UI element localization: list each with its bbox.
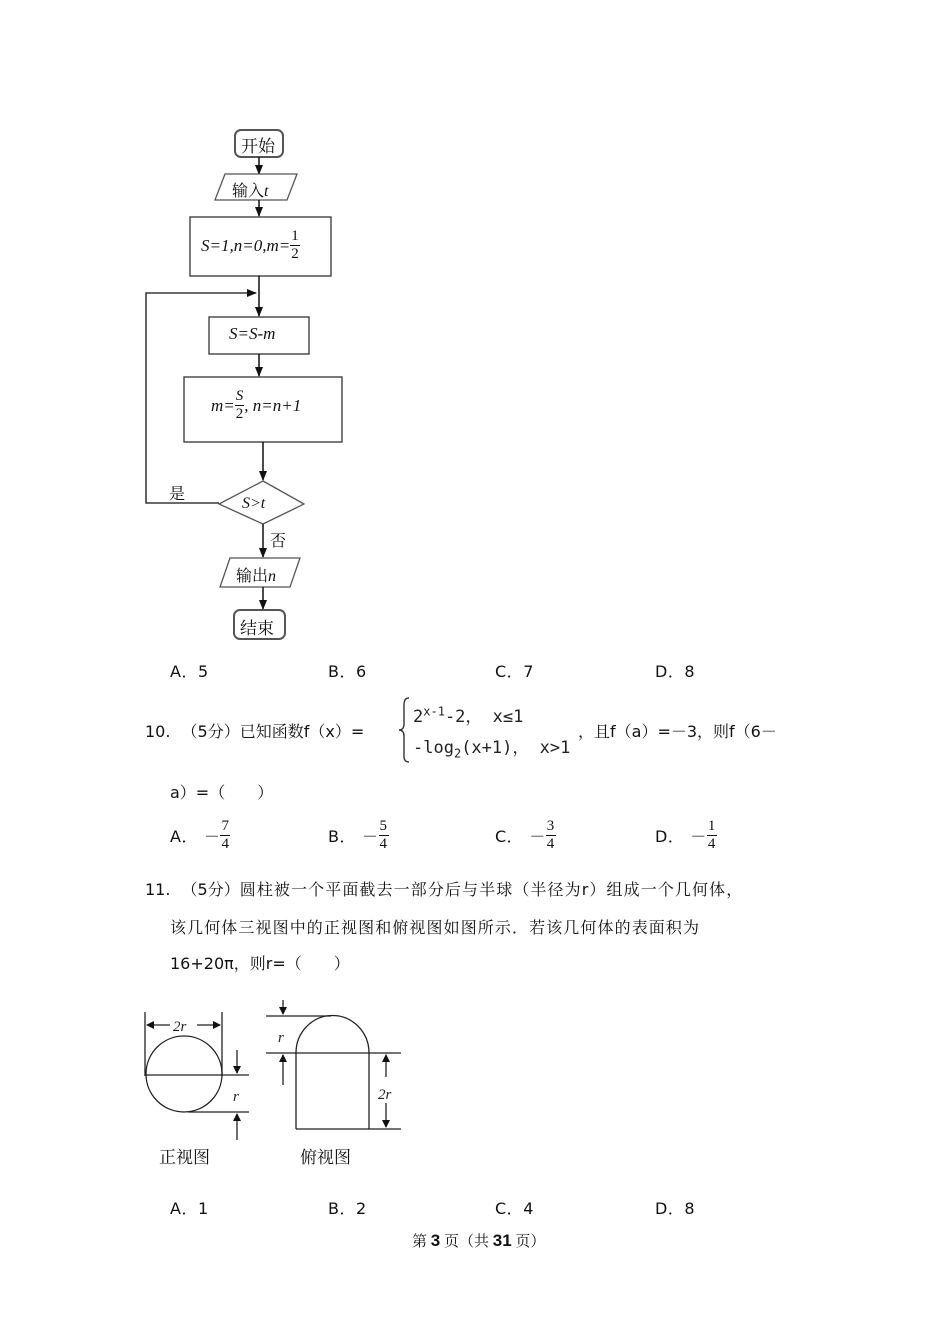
step-update	[211, 389, 301, 422]
option-value: 4	[523, 1199, 534, 1218]
option-sign: －	[203, 827, 221, 846]
option-fraction	[707, 819, 717, 852]
update-frac-num: S	[235, 388, 244, 404]
footer-total-pages: 31	[492, 1231, 512, 1250]
option-sign: －	[361, 827, 379, 846]
case2-rest: (x+1)， x>1	[461, 738, 571, 758]
option-fraction	[220, 819, 230, 852]
q10-case1	[413, 702, 523, 727]
top-r-label: r	[278, 1030, 284, 1046]
front-view	[145, 1012, 249, 1140]
top-2r-label: 2r	[378, 1087, 392, 1103]
footer-mid: 页（共	[443, 1234, 489, 1250]
option-fraction	[379, 819, 389, 852]
case2-subscript: 2	[453, 746, 462, 761]
end-node: 结束	[240, 619, 274, 639]
footer-prefix: 第	[412, 1234, 428, 1250]
option-letter: C．	[495, 827, 524, 846]
q9-option-b[interactable]	[328, 659, 367, 682]
input-label: 输入	[232, 181, 265, 200]
q11-line1: 圆柱被一个平面截去一部分后与半球（半径为r）组成一个几何体，	[239, 880, 744, 899]
q10-option-b[interactable]	[328, 819, 389, 852]
option-value: 7	[523, 662, 534, 681]
start-node: 开始	[241, 137, 275, 157]
q11-stem-line3: 16+20π，则r=（ ）	[170, 954, 350, 973]
init-frac-den: 2	[291, 246, 299, 262]
q10-score: （5分）	[181, 722, 240, 741]
q11-number: 11.	[145, 880, 171, 899]
frac-num: 1	[707, 818, 716, 834]
step-subtract: S=S-m	[229, 324, 276, 343]
option-value: 6	[355, 662, 367, 681]
frac-den: 4	[379, 836, 388, 852]
flowchart	[0, 0, 400, 650]
output-var: n	[268, 568, 277, 585]
option-value: 2	[355, 1199, 367, 1218]
init-expression: S=1,n=0,m=	[201, 235, 291, 255]
option-value: 1	[197, 1199, 209, 1218]
case2-log: -log	[413, 738, 454, 758]
top-view-caption: 俯视图	[300, 1148, 351, 1168]
q10-case2	[413, 733, 570, 760]
case1-rest: -2， x≤1	[444, 707, 524, 727]
frac-den: 4	[707, 836, 716, 852]
frac-num: 7	[221, 818, 230, 834]
option-letter: D．	[655, 1199, 685, 1218]
q11-option-a[interactable]	[170, 1196, 209, 1219]
q9-option-a[interactable]	[170, 659, 209, 682]
q10-stem-line1	[145, 719, 364, 742]
option-sign: －	[690, 827, 707, 846]
init-fraction	[290, 229, 300, 262]
output-label: 输出	[236, 566, 269, 585]
init-node	[201, 229, 300, 262]
option-value: 5	[197, 662, 209, 681]
page-footer	[412, 1230, 545, 1251]
option-letter: B．	[328, 827, 356, 846]
q11-option-d[interactable]	[655, 1196, 695, 1219]
update-lhs: m=	[211, 395, 235, 415]
yes-label: 是	[169, 484, 186, 503]
init-frac-num: 1	[291, 228, 299, 244]
q10-option-a[interactable]	[170, 819, 230, 852]
front-view-caption: 正视图	[159, 1148, 210, 1168]
q10-option-c[interactable]	[495, 819, 556, 852]
q10-stem-suffix: ，且f（a）=－3，则f（6－	[578, 722, 777, 741]
frac-den: 4	[221, 836, 230, 852]
q9-option-c[interactable]	[495, 659, 534, 682]
option-letter: A．	[170, 827, 198, 846]
footer-suffix: 页）	[515, 1234, 546, 1250]
option-value: 8	[684, 662, 696, 681]
flowchart-lines	[0, 0, 400, 650]
frac-num: 5	[379, 818, 388, 834]
decision-node: S>t	[242, 495, 266, 512]
q10-stem-prefix: 已知函数f（x）=	[239, 722, 365, 741]
q10-option-d[interactable]	[655, 819, 717, 852]
footer-page-number: 3	[430, 1231, 441, 1250]
option-letter: C．	[495, 662, 524, 681]
q9-option-d[interactable]	[655, 659, 695, 682]
q11-stem-line1	[145, 877, 743, 900]
q11-score: （5分）	[181, 880, 240, 899]
update-fraction	[235, 389, 245, 422]
option-letter: B．	[328, 662, 356, 681]
option-sign: －	[529, 827, 546, 846]
option-letter: D．	[655, 662, 685, 681]
option-value: 8	[684, 1199, 696, 1218]
output-node	[236, 563, 276, 586]
frac-den: 4	[546, 836, 555, 852]
update-frac-den: 2	[235, 406, 244, 422]
update-rest: , n=n+1	[244, 395, 302, 415]
q10-number: 10.	[145, 722, 171, 741]
input-node	[232, 178, 268, 201]
front-height-label: r	[233, 1089, 239, 1105]
q11-option-b[interactable]	[328, 1196, 367, 1219]
case1-exponent: x-1	[423, 704, 445, 719]
top-view	[266, 1000, 401, 1129]
case1-base: 2	[413, 707, 424, 727]
option-letter: B．	[328, 1199, 356, 1218]
q11-option-c[interactable]	[495, 1196, 534, 1219]
option-letter: D．	[655, 827, 685, 846]
option-letter: A．	[170, 662, 198, 681]
brace-icon	[398, 696, 412, 764]
q10-stem-line2: a）=（ ）	[170, 783, 274, 802]
option-letter: A．	[170, 1199, 198, 1218]
no-label: 否	[270, 531, 287, 550]
option-fraction	[546, 819, 556, 852]
front-width-label: 2r	[173, 1019, 187, 1035]
option-letter: C．	[495, 1199, 524, 1218]
frac-num: 3	[546, 818, 555, 834]
input-var: t	[264, 183, 269, 200]
q11-stem-line2: 该几何体三视图中的正视图和俯视图如图所示．若该几何体的表面积为	[170, 918, 701, 937]
